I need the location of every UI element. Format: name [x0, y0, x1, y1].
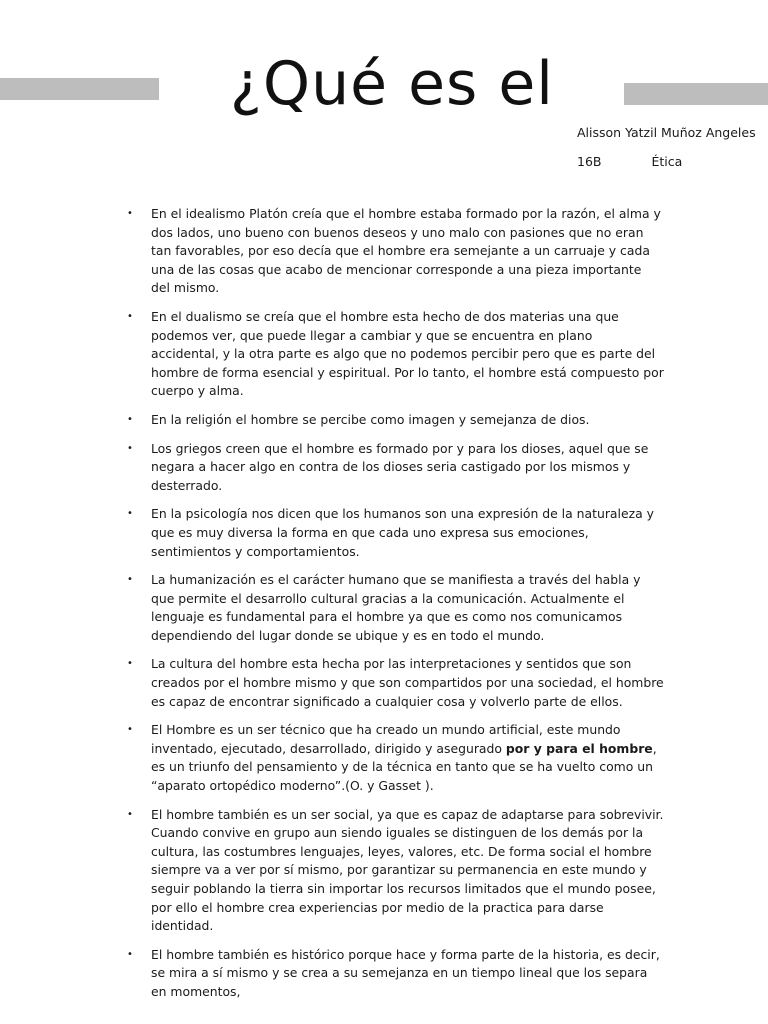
list-item — [124, 440, 664, 496]
paragraph-text: En la religión el hombre se percibe como imagen y semejanza de dios. — [151, 411, 590, 427]
author-name: Alisson Yatzil Muñoz Angeles — [577, 125, 756, 140]
bullet-icon: • — [127, 724, 133, 736]
list-item — [124, 721, 664, 795]
bullet-icon: • — [127, 442, 133, 454]
group-label: 16B — [577, 154, 602, 169]
list-item — [124, 205, 664, 298]
paragraph-text-before: El Hombre es un ser técnico que ha creado un mundo artificial, este mundo inventado, ejecutado, desarrollado, dirigido y asegurado — [151, 722, 621, 756]
bullet-icon: • — [127, 508, 133, 520]
bullet-icon: • — [127, 310, 133, 322]
paragraph-text: Los griegos creen que el hombre es formado por y para los dioses, aquel que se negara a hacer algo en contra de los dioses seria castigado por los mismos y desterrado. — [151, 440, 649, 493]
bullet-icon: • — [127, 574, 133, 586]
list-item — [124, 505, 664, 561]
subject-label: Ética — [651, 154, 683, 169]
list-item — [124, 806, 664, 936]
paragraph-text: El hombre también es un ser social, ya que es capaz de adaptarse para sobrevivir. Cuando convive en grupo aun siendo iguales se distinguen de los demás por la cultura, las costumbres lenguajes, leyes, valores, etc. De forma social el hombre siempre va a ver por sí mismo, por garantizar su permanencia en este mundo y seguir poblando la tierra sin importar los recursos limitados que el mundo posee, por ello el hombre crea experiencias por medio de la practica para darse identidad. — [151, 806, 664, 934]
bullet-list — [124, 205, 664, 1012]
bullet-icon: • — [127, 658, 133, 670]
list-item — [124, 655, 664, 711]
list-item — [124, 308, 664, 401]
course-info — [577, 154, 682, 169]
bullet-icon: • — [127, 948, 133, 960]
list-item — [124, 411, 664, 430]
bullet-icon: • — [127, 413, 133, 425]
paragraph-text-bold: por y para el hombre — [505, 740, 653, 756]
paragraph-text: La cultura del hombre esta hecha por las interpretaciones y sentidos que son creados por el hombre mismo y que son compartidos por una sociedad, el hombre es capaz de encontrar significado a cualquier cosa y volverlo parte de ellos. — [151, 656, 664, 709]
list-item — [124, 571, 664, 645]
bullet-icon: • — [127, 208, 133, 219]
paragraph-text: El hombre también es histórico porque hace y forma parte de la historia, es decir, se mira a sí mismo y se crea a su semejanza en un tiempo lineal que los separa en momentos, — [151, 946, 660, 999]
list-item — [124, 946, 664, 1002]
paragraph-text: En el idealismo Platón creía que el hombre estaba formado por la razón, el alma y dos lados, uno bueno con buenos deseos y uno malo con pasiones que no eran tan favorables, por eso decía que el hombre era semejante a un carruaje y cada una de las cosas que acabo de mencionar corresponde a una pieza importante del mismo. — [151, 206, 661, 296]
paragraph-text-after: , es un triunfo del pensamiento y de la técnica en tanto que se ha vuelto como un “aparato ortopédico moderno”.(O. y Gasset ). — [151, 740, 657, 794]
paragraph-text: En la psicología nos dicen que los humanos son una expresión de la naturaleza y que es muy diversa la forma en que cada uno expresa sus emociones, sentimientos y comportamientos. — [151, 506, 654, 559]
paragraph-text: La humanización es el carácter humano que se manifiesta a través del habla y que permite el desarrollo cultural gracias a la comunicación. Actualmente el lenguaje es fundamental para el hombre ya que es como nos comunicamos dependiendo del lugar donde se ubique y es en todo el mundo. — [151, 572, 641, 643]
document-title: ¿Qué es el — [230, 49, 554, 119]
paragraph-text — [151, 722, 657, 793]
paragraph-text: En el dualismo se creía que el hombre esta hecho de dos materias una que podemos ver, que puede llegar a cambiar y que se encuentra en plano accidental, y la otra parte es algo que no podemos percibir pero que es parte del hombre de forma esencial y espiritual. Por lo tanto, el hombre está compuesto por cuerpo y alma. — [151, 308, 664, 399]
bullet-icon: • — [127, 808, 133, 820]
